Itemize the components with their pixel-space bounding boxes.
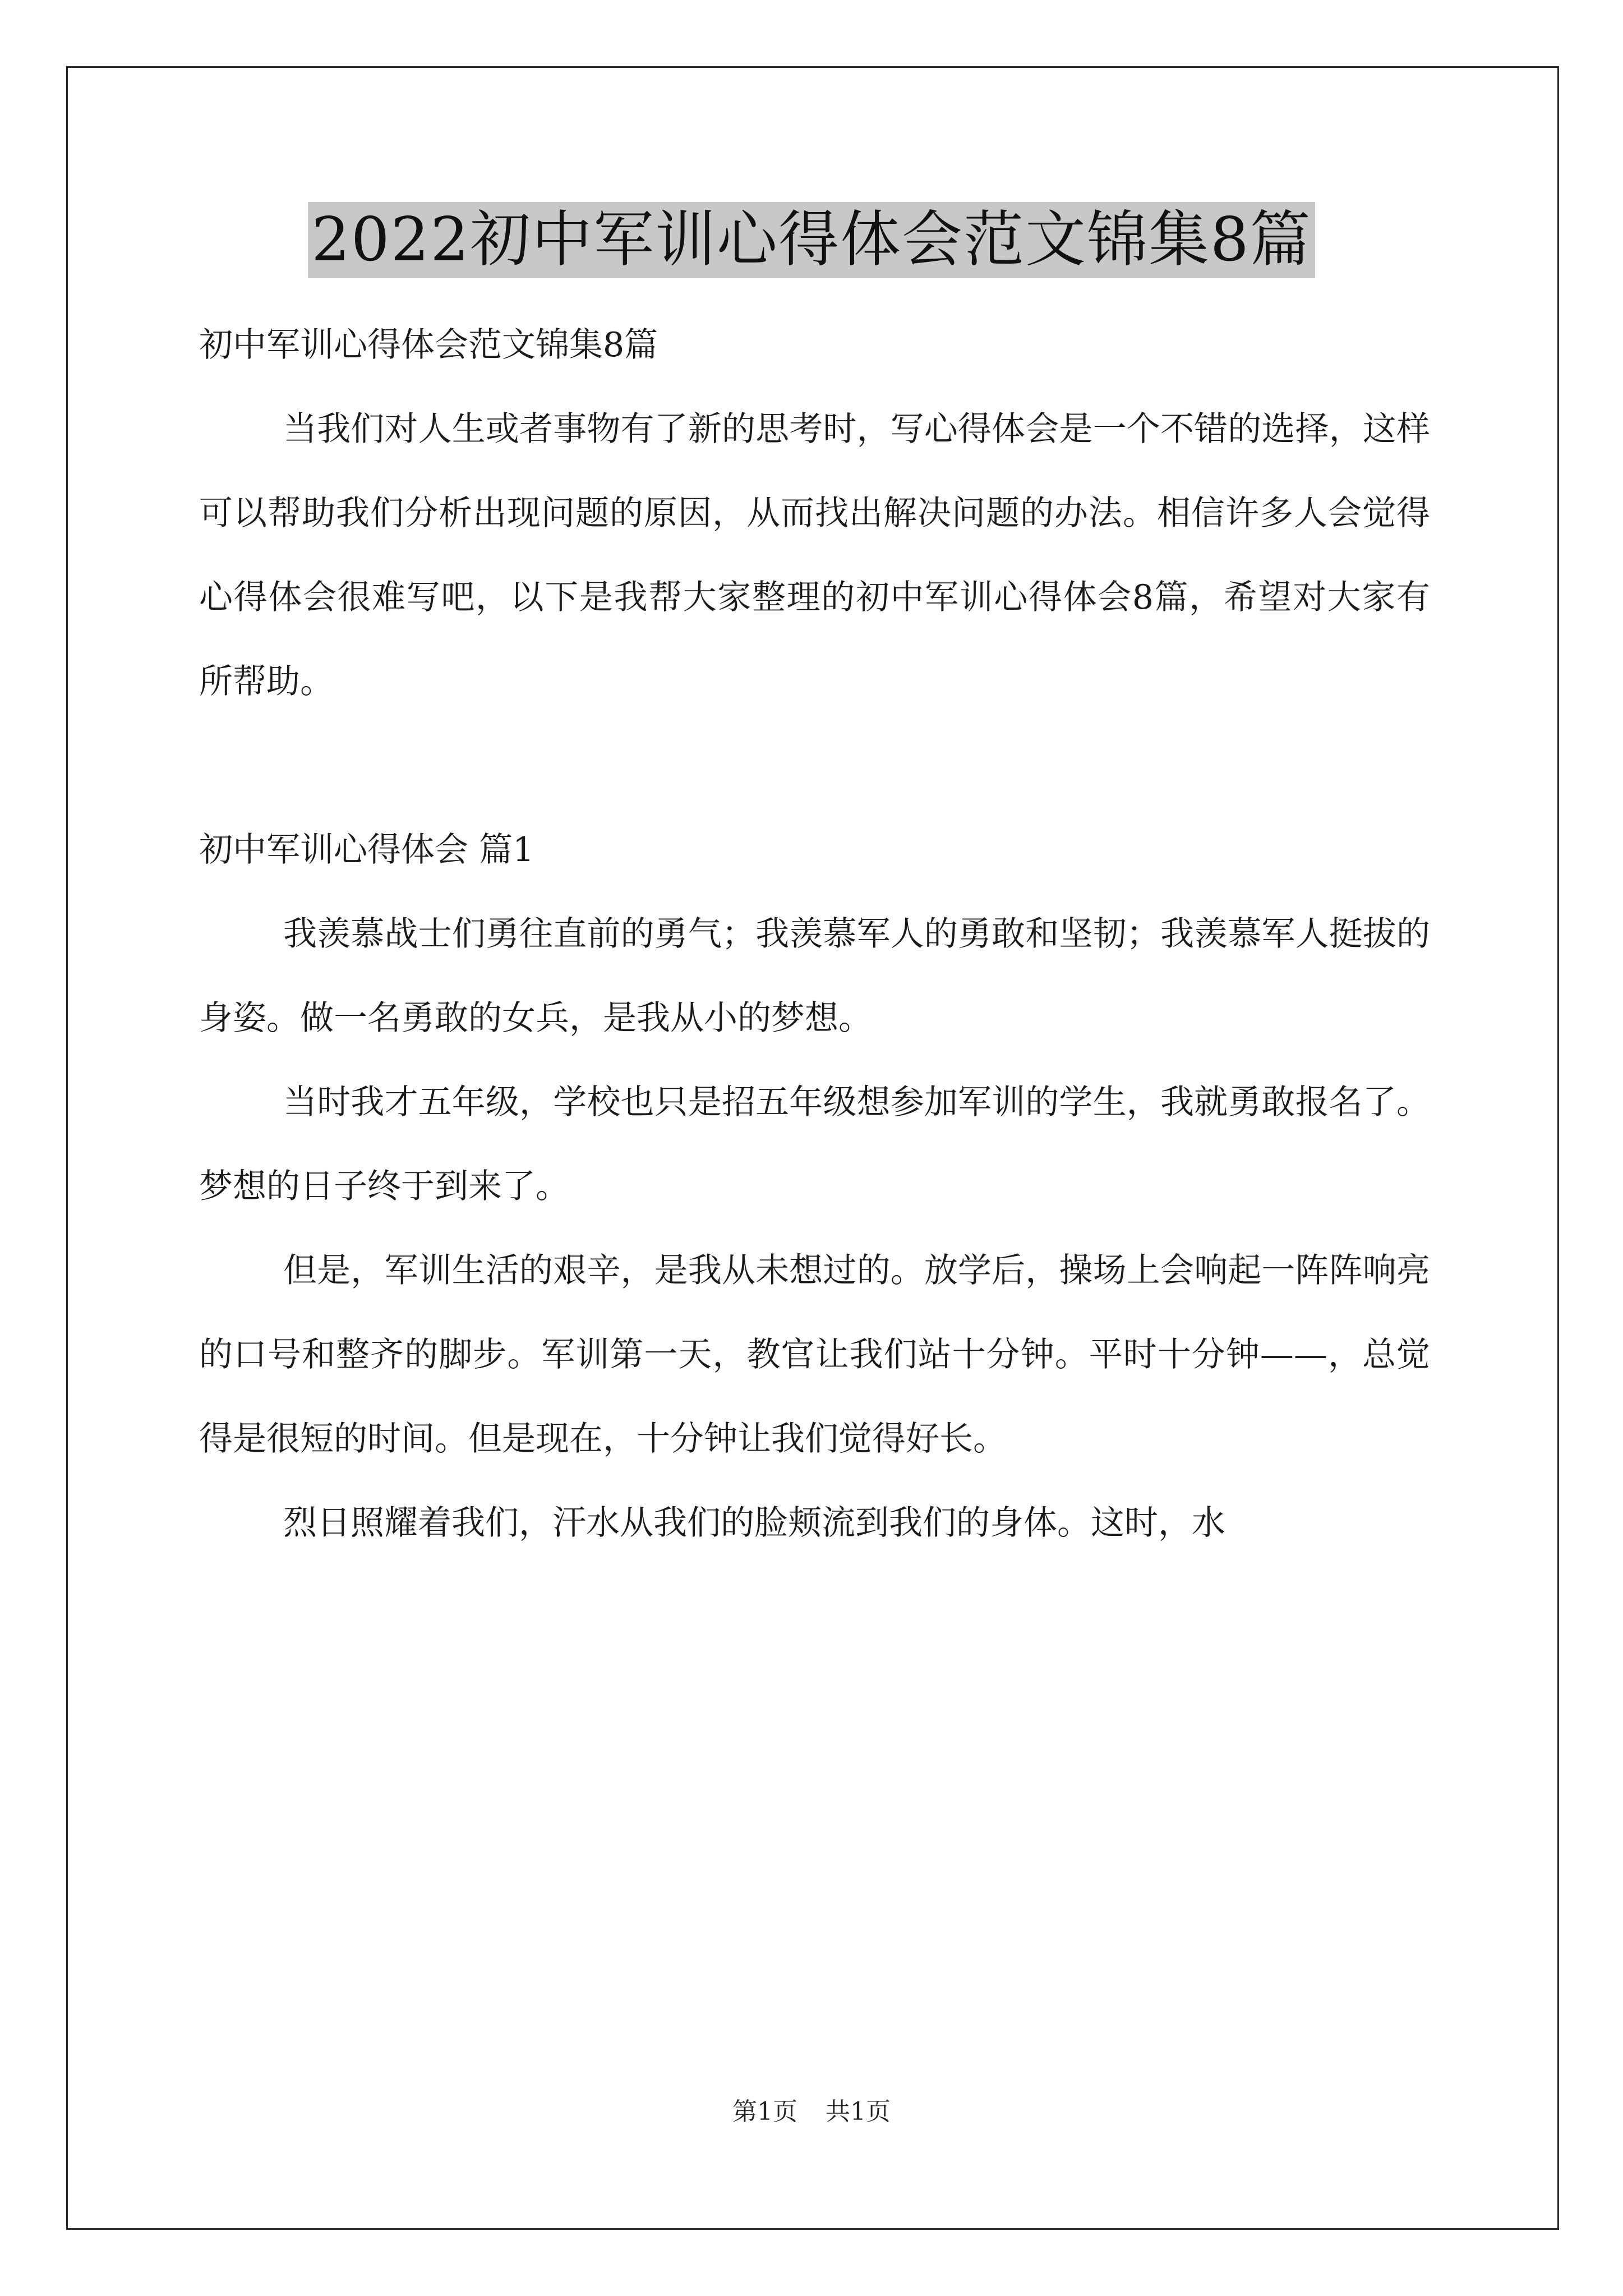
section-paragraph: 当时我才五年级，学校也只是招五年级想参加军训的学生，我就勇敢报名了。梦想的日子终于到来了。 (199, 1083, 1430, 1206)
document-title: 2022初中军训心得体会范文锦集8篇 (308, 202, 1315, 278)
page-total: 共1页 (826, 2097, 891, 2126)
intro-paragraph: 当我们对人生或者事物有了新的思考时，写心得体会是一个不错的选择，这样可以帮助我们分析出现问题的原因，从而找出解决问题的办法。相信许多人会觉得心得体会很难写吧，以下是我帮大家整理的初中军训心得体会8篇，希望对大家有所帮助。 (199, 409, 1430, 701)
section-heading: 初中军训心得体会 篇1 (199, 830, 534, 869)
page-footer (0, 2095, 1623, 2129)
intro-heading: 初中军训心得体会范文锦集8篇 (199, 325, 658, 365)
title-container (0, 202, 1623, 278)
section-paragraph: 烈日照耀着我们，汗水从我们的脸颊流到我们的身体。这时，水 (283, 1503, 1225, 1543)
page-number: 第1页 (732, 2097, 797, 2126)
section-paragraph: 我羡慕战士们勇往直前的勇气；我羡慕军人的勇敢和坚韧；我羡慕军人挺拔的身姿。做一名勇敢的女兵，是我从小的梦想。 (199, 914, 1430, 1038)
paragraph-spacer (199, 724, 1430, 808)
document-body (199, 303, 1430, 1565)
section-paragraph: 但是，军训生活的艰辛，是我从未想过的。放学后，操场上会响起一阵阵响亮的口号和整齐的脚步。军训第一天，教官让我们站十分钟。平时十分钟——，总觉得是很短的时间。但是现在，十分钟让我们觉得好长。 (199, 1251, 1430, 1458)
